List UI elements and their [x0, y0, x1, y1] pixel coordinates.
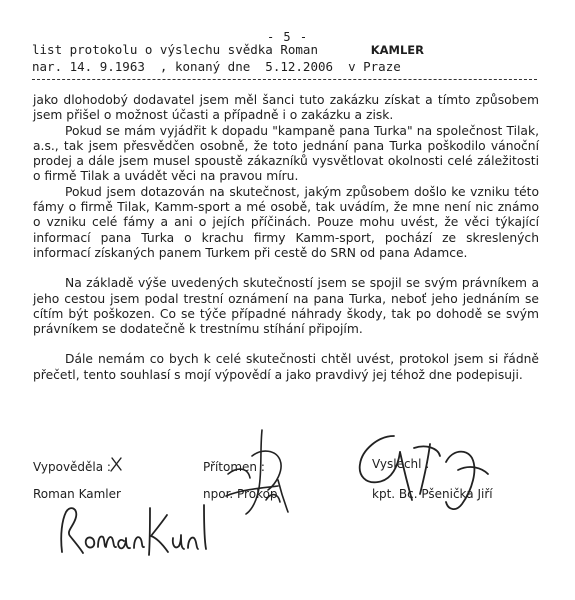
witness-first-name: Roman — [280, 42, 318, 57]
present-signature — [226, 430, 288, 514]
paragraph: Na základě výše uvedených skutečností jsem se spojil se svým právníkem a jeho cestou jsem podal trestní oznámení na pana Turka, neboť jeho jednáním se cítím být poškozen. Co se týče případné náhrady škody, tak po dohodě se svým právníkem se dodatečně k trestnímu stíhání připojím. — [33, 276, 539, 337]
present-label: Přítomen : — [203, 460, 265, 474]
page-number: - 5 - — [266, 30, 309, 44]
header-line-2: nar. 14. 9.1963 , konaný dne 5.12.2006 v Praze — [32, 59, 401, 74]
interrogator-signature — [360, 436, 488, 509]
paragraph: Pokud se mám vyjádřit k dopadu "kampaně pana Turka" na společnost Tilak, a.s., tak jsem přesvědčen osobně, že toto jednání pana Turka poškodilo vánoční prodej a dále jsem musel spoustě zákazníků vysvětlovat okolnosti celé záležitosti o firmě Tilak a uvádět věci na pravou míru. — [33, 123, 539, 184]
witness-label: Vypověděla : — [33, 460, 111, 474]
witness-signature — [61, 505, 206, 555]
paragraph: jako dlohodobý dodavatel jsem měl šanci tuto zakázku získat a tímto způsobem jsem přišel o možnost účasti a případně i o zakázku a zisk. — [33, 93, 539, 123]
paragraph: Pokud jsem dotazován na skutečnost, jakým způsobem došlo ke vzniku této fámy o firmě Tilak, Kamm-sport a mé osobě, tak uvádím, že mne není nic známo o vzniku celé fámy a ani o jejích příčinách. Pouze mohu uvést, že věci týkající informací pana Turka o krachu firmy Kamm-sport, pochází ze skreslených informací získaných panem Turkem při cestě do SRN od pana Adamce. — [33, 184, 539, 260]
header-title: list protokolu o výslechu svědka — [32, 42, 281, 57]
paragraph: Dále nemám co bych k celé skutečnosti chtěl uvést, protokol jsem si řádně přečetl, tento souhlasí s mojí výpovědí a jako pravdivý jej téhož dne podepisuji. — [33, 352, 539, 382]
witness-name: Roman Kamler — [33, 487, 121, 501]
present-name: npor. Prokop — [203, 487, 278, 501]
interrogator-name: kpt. Bc. Pšenička Jiří — [372, 487, 493, 501]
witness-last-name: KAMLER — [370, 43, 424, 57]
interrogator-label: Vyslechl : — [372, 457, 430, 471]
